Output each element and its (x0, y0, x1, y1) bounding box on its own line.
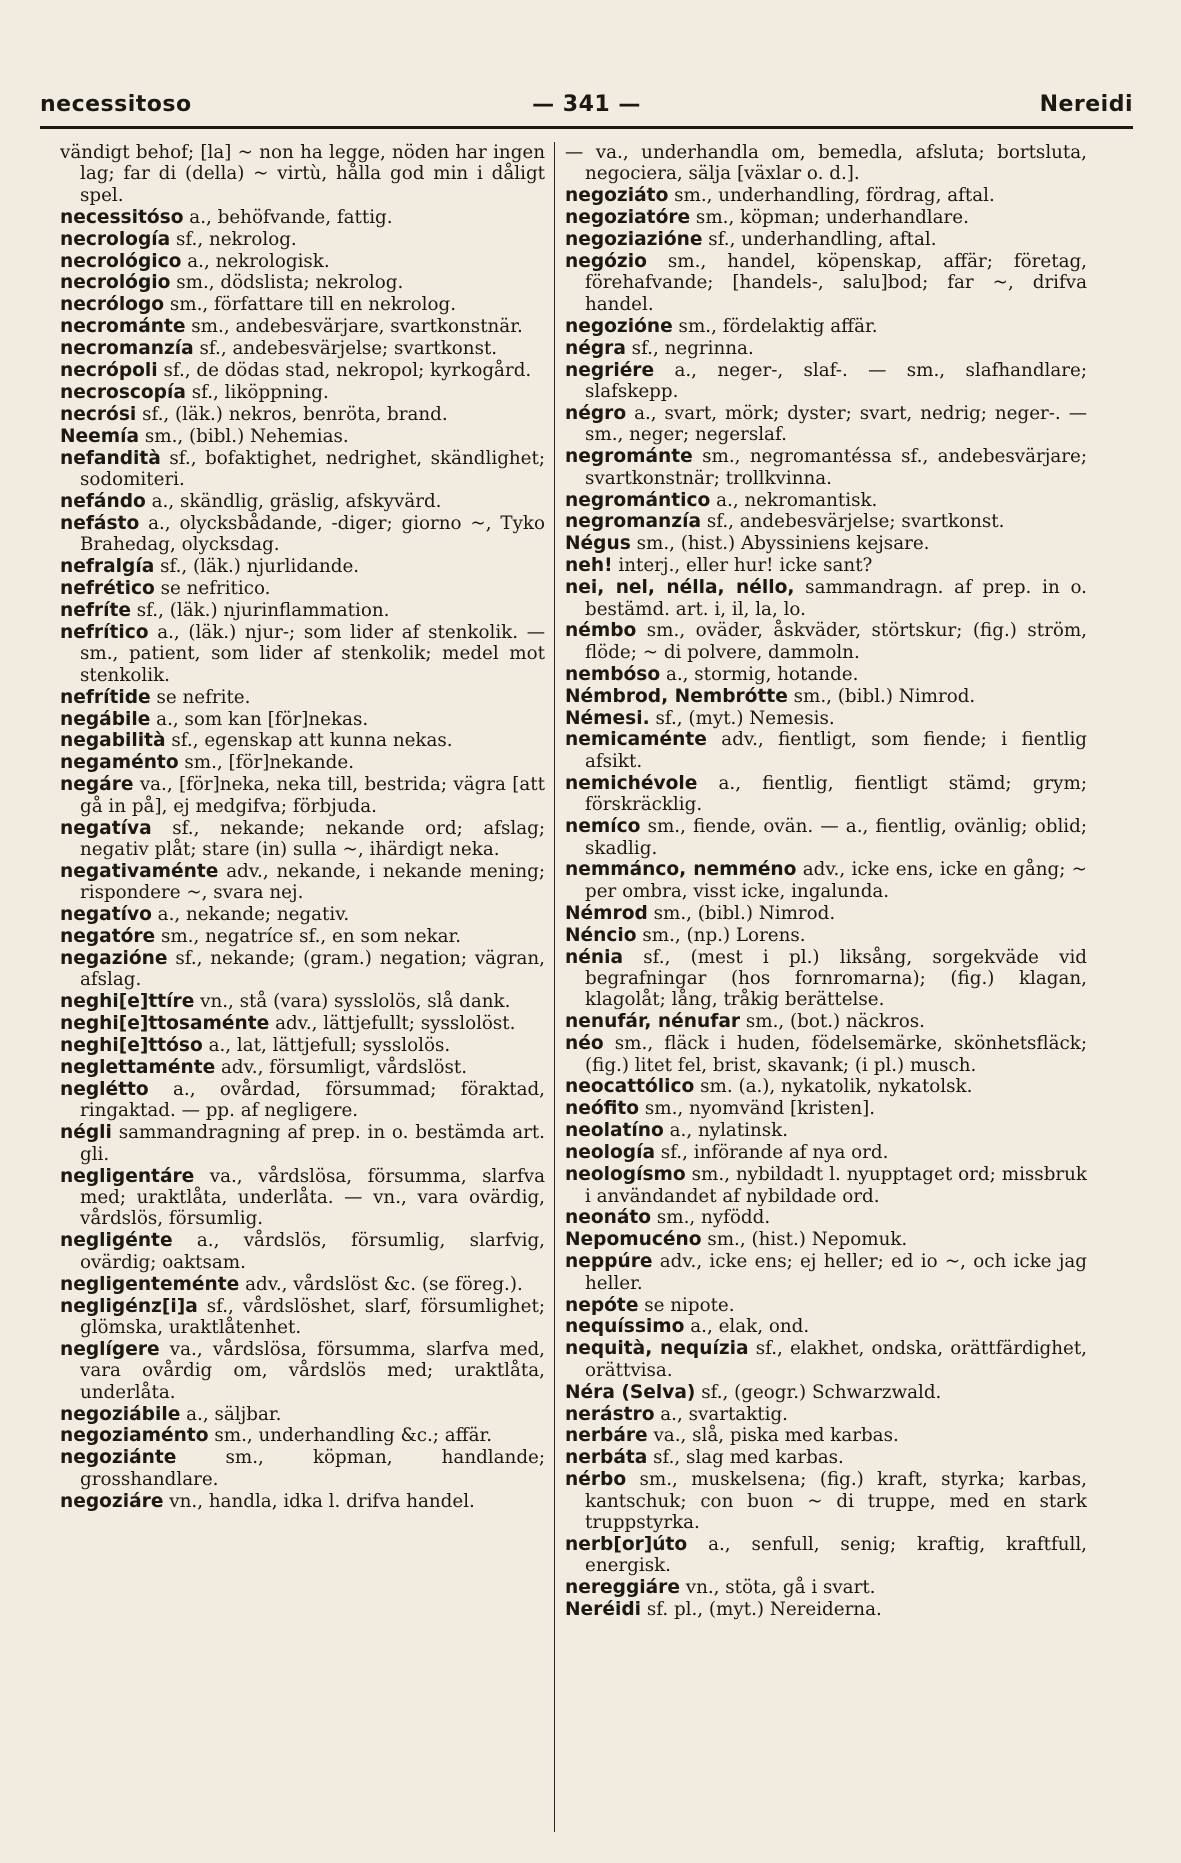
entry-headword: neófito (565, 1098, 640, 1120)
entry-definition: a., nekande; negativ. (151, 904, 350, 926)
entry-definition: sf., (mest i pl.) liksång, sorgekväde vid begrafningar (hos fornromarna); (fig.) klagan, klagolåt; lång, tråkig berättelse. (585, 946, 1087, 1011)
entry-definition: va., vårdslösa, försumma, slarfva med; uraktlåta, underlåta. — vn., vara ovärdig, vårdslös, försumlig. (80, 1165, 545, 1230)
entry-definition: vändigt behof; [la] ~ non ha legge, nöden har ingen lag; far di (della) ~ virtù, hålla god min i dåligt spel. (60, 142, 545, 206)
header-rule (40, 126, 1133, 129)
entry-definition: sm., (bibl.) Nimrod. (787, 685, 976, 707)
entry-definition: a., (läk.) njur-; som lider af stenkolik. — sm., patient, som lider af stenkolik; medel mot stenkolik. (80, 621, 545, 686)
entry-headword: negriére (565, 359, 655, 381)
entry-definition: a., stormig, hotande. (660, 663, 859, 685)
entry-headword: nefrítide (60, 686, 151, 708)
entry-definition: sf., bofaktighet, nedrighet, skändlighet; sodomiteri. (80, 447, 545, 491)
entry-definition: a., nekromantisk. (710, 489, 878, 511)
entry-definition: sm., underhandling &c.; affär. (208, 1425, 493, 1447)
dictionary-entry (565, 1076, 1087, 1097)
dictionary-entry (565, 1011, 1087, 1032)
dictionary-entry (565, 925, 1087, 946)
entry-definition: se nipote. (638, 1294, 735, 1316)
entry-headword: necrológio (60, 272, 171, 294)
entry-headword: Négus (565, 533, 631, 555)
entry-definition: sf., elakhet, ondska, orättfärdighet, orättvisa. (585, 1338, 1087, 1381)
entry-definition: adv., fientligt, som fiende; i fientlig afsikt. (585, 729, 1087, 772)
entry-definition: sammandragning af prep. in o. bestämda art. gli. (80, 1122, 545, 1165)
dictionary-entry (565, 1142, 1087, 1163)
entry-headword: nequità, nequízia (565, 1338, 749, 1360)
dictionary-entry (60, 1079, 545, 1122)
dictionary-entry (565, 1577, 1087, 1598)
entry-headword: neglettaménte (60, 1057, 216, 1079)
entry-headword: Némesi. (565, 707, 650, 729)
entry-headword: negózio (565, 251, 647, 273)
entry-headword: negligénz[i]a (60, 1295, 198, 1317)
entry-definition: sm. (a.), nykatolik, nykatolsk. (694, 1076, 973, 1098)
entry-definition: a., skändlig, gräslig, afskyvärd. (145, 491, 442, 512)
entry-definition: sf., (läk.) njurinflammation. (130, 600, 390, 622)
entry-headword: nerb[or]úto (565, 1534, 688, 1555)
entry-definition: sf., liköppning. (185, 381, 329, 403)
entry-headword: neghi[e]ttíre (60, 991, 195, 1013)
dictionary-entry (565, 1316, 1087, 1337)
dictionary-entry (565, 207, 1087, 228)
entry-definition: adv., icke ens; ej heller; ed io ~, och icke jag heller. (585, 1251, 1087, 1294)
dictionary-entry (60, 1122, 545, 1165)
entry-definition: va., slå, piska med karbas. (647, 1425, 899, 1447)
dictionary-entry (60, 229, 545, 250)
entry-headword: negoziáre (60, 1490, 164, 1512)
dictionary-entry (60, 360, 545, 381)
entry-headword: nei, nel, nélla, néllo, (565, 577, 795, 599)
entry-definition: sm., muskelsena; (fig.) kraft, styrka; karbas, kantschuk; con buon ~ di truppe, med en stark truppstyrka. (585, 1469, 1087, 1534)
dictionary-entry (565, 403, 1087, 446)
entry-headword: nepóte (565, 1294, 639, 1316)
dictionary-entry (565, 360, 1087, 403)
entry-headword: néo (565, 1033, 604, 1055)
entry-headword: nereggiáre (565, 1577, 680, 1599)
entry-definition: sm., underhandling, fördrag, aftal. (668, 185, 995, 207)
entry-definition: a., ovårdad, försummad; föraktad, ringaktad. — pp. af negligere. (80, 1078, 545, 1122)
entry-headword: negoziatóre (565, 207, 691, 229)
entry-headword: négra (565, 337, 626, 359)
dictionary-entry (60, 926, 545, 947)
dictionary-entry (565, 555, 1087, 576)
entry-headword: nérbo (565, 1469, 627, 1491)
entry-definition: sm., negatríce sf., en som nekar. (155, 926, 462, 948)
dictionary-entry (60, 491, 545, 512)
entry-definition: sf., underhandling, aftal. (702, 229, 937, 251)
dictionary-entry (60, 1035, 545, 1056)
entry-headword: nefandità (60, 447, 161, 469)
entry-definition: sm., dödslista; nekrolog. (170, 272, 404, 294)
entry-headword: Néra (Selva) (565, 1381, 696, 1403)
dictionary-entry (565, 577, 1087, 620)
column-divider (554, 142, 555, 1832)
entry-headword: negoziáto (565, 185, 669, 207)
dictionary-entry (565, 1120, 1087, 1141)
entry-headword: negromántico (565, 489, 711, 511)
dictionary-entry (60, 426, 545, 447)
entry-definition: sf., negrinna. (625, 337, 754, 359)
dictionary-entry (565, 446, 1087, 489)
dictionary-entry (60, 1274, 545, 1295)
entry-definition: sf., andebesvärjelse; svartkonst. (193, 338, 498, 360)
entry-headword: negábile (60, 708, 151, 730)
entry-headword: Neemía (60, 425, 140, 447)
dictionary-entry (565, 1338, 1087, 1381)
dictionary-entry (60, 1230, 545, 1273)
entry-headword: neocattólico (565, 1076, 695, 1098)
entry-headword: neppúre (565, 1251, 653, 1273)
entry-headword: nemmánco, nemméno (565, 859, 797, 881)
entry-definition: vn., stå (vara) sysslolös, slå dank. (194, 991, 511, 1013)
dictionary-entry (565, 142, 1087, 185)
entry-headword: negoziazióne (565, 229, 703, 251)
dictionary-entry (60, 622, 545, 686)
entry-definition: a., säljbar. (180, 1403, 282, 1425)
entry-headword: nembóso (565, 663, 661, 685)
entry-definition: sf., (geogr.) Schwarzwald. (695, 1381, 942, 1403)
entry-headword: neghi[e]ttóso (60, 1035, 203, 1057)
entry-headword: nefralgía (60, 556, 155, 578)
dictionary-entry (565, 773, 1087, 816)
dictionary-entry (565, 947, 1087, 1011)
dictionary-entry (565, 708, 1087, 729)
dictionary-entry (60, 1491, 545, 1512)
dictionary-entry (565, 1229, 1087, 1250)
entry-headword: negligentáre (60, 1165, 195, 1187)
entry-definition: a., svartaktig. (654, 1403, 788, 1425)
dictionary-entry (60, 709, 545, 730)
dictionary-entry (565, 1599, 1087, 1620)
entry-headword: necroscopía (60, 381, 186, 403)
entry-definition: se nefritico. (154, 578, 271, 600)
entry-headword: Neréidi (565, 1599, 642, 1621)
entry-headword: neologísmo (565, 1164, 686, 1186)
entry-definition: sm., (hist.) Abyssiniens kejsare. (630, 533, 930, 555)
dictionary-entry (565, 229, 1087, 250)
dictionary-entry (60, 294, 545, 315)
entry-definition: sm., nyfödd. (651, 1207, 771, 1229)
dictionary-entry (565, 1404, 1087, 1425)
entry-headword: negatívo (60, 904, 152, 926)
dictionary-entry (60, 142, 545, 206)
dictionary-entry (60, 382, 545, 403)
dictionary-entry (60, 752, 545, 773)
entry-definition: a., svart, mörk; dyster; svart, nedrig; neger-. — sm., neger; negerslaf. (585, 402, 1087, 446)
dictionary-entry (60, 861, 545, 904)
entry-definition: sm., andebesvärjare, svartkonstnär. (185, 316, 523, 338)
entry-headword: nequíssimo (565, 1316, 685, 1338)
entry-headword: negozióne (565, 315, 673, 337)
dictionary-entry (565, 729, 1087, 772)
entry-definition: vn., stöta, gå i svart. (679, 1577, 876, 1599)
entry-definition: a., olycksbådande, -diger; giorno ~, Tyko Brahedag, olycksdag. (80, 512, 545, 556)
entry-definition: a., behöfvande, fattig. (183, 206, 393, 228)
dictionary-entry (565, 1164, 1087, 1207)
dictionary-entry (565, 185, 1087, 206)
dictionary-entry (565, 1251, 1087, 1294)
entry-definition: sf. pl., (myt.) Nereiderna. (641, 1599, 882, 1621)
entry-headword: necrománte (60, 316, 186, 338)
entry-definition: vn., handla, idka l. drifva handel. (163, 1490, 475, 1512)
dictionary-entry (565, 1469, 1087, 1533)
entry-headword: nemicaménte (565, 729, 707, 751)
entry-definition: sammandragn. af prep. in o. bestämd. art. i, il, la, lo. (585, 577, 1087, 620)
dictionary-entry (60, 404, 545, 425)
entry-definition: sm., negromantéssa sf., andebesvärjare; svartkonstnär; trollkvinna. (585, 446, 1087, 489)
entry-headword: necrósi (60, 403, 137, 425)
entry-headword: neglétto (60, 1078, 149, 1100)
dictionary-entry (565, 686, 1087, 707)
dictionary-entry (60, 730, 545, 751)
dictionary-entry (60, 687, 545, 708)
entry-headword: negligenteménte (60, 1273, 240, 1295)
dictionary-entry (60, 1404, 545, 1425)
dictionary-entry (565, 251, 1087, 315)
entry-definition: sf., nekande; nekande ord; afslag; negativ plåt; stare (in) sulla ~, ihärdigt neka. (80, 817, 545, 860)
dictionary-entry (60, 448, 545, 491)
dictionary-entry (565, 1447, 1087, 1468)
entry-headword: némbo (565, 620, 637, 642)
dictionary-entry (60, 207, 545, 228)
entry-headword: negativaménte (60, 860, 219, 882)
entry-headword: necrópoli (60, 360, 158, 382)
dictionary-entry (565, 1033, 1087, 1076)
entry-headword: necessitóso (60, 206, 184, 228)
dictionary-entry (565, 1295, 1087, 1316)
entry-definition: sf., slag med karbas. (647, 1447, 844, 1469)
entry-headword: negoziánte (60, 1447, 177, 1469)
entry-definition: sm., [för]nekande. (178, 752, 355, 774)
entry-headword: negáre (60, 774, 134, 796)
dictionary-entry (565, 316, 1087, 337)
entry-headword: nefásto (60, 512, 140, 534)
entry-definition: sf., införande af nya ord. (655, 1142, 889, 1164)
entry-definition: sm., fläck i huden, födelsemärke, skönhetsfläck; (fig.) litet fel, brist, skavank; (i pl.) musch. (585, 1033, 1087, 1076)
dictionary-entry (565, 664, 1087, 685)
entry-definition: a., nekrologisk. (181, 250, 330, 272)
entry-headword: necrológico (60, 250, 182, 272)
entry-definition: adv., försumligt, vårdslöst. (215, 1057, 467, 1079)
entry-headword: nefándo (60, 491, 146, 512)
entry-headword: nerástro (565, 1403, 655, 1425)
entry-definition: a., senfull, senig; kraftig, kraftfull, energisk. (585, 1534, 1087, 1577)
dictionary-entry (60, 1013, 545, 1034)
entry-definition: sf., andebesvärjelse; svartkonst. (701, 511, 1005, 533)
entry-definition: interj., eller hur! icke sant? (612, 555, 873, 577)
entry-definition: sm., (np.) Lorens. (636, 924, 806, 946)
dictionary-entry (565, 1425, 1087, 1446)
dictionary-entry (60, 818, 545, 861)
dictionary-entry (60, 991, 545, 1012)
dictionary-entry (60, 1447, 545, 1490)
dictionary-entry (60, 1166, 545, 1230)
entry-headword: neología (565, 1142, 655, 1164)
right-column (565, 142, 1087, 1832)
entry-definition: sf., egenskap att kunna nekas. (165, 730, 453, 752)
entry-headword: negazióne (60, 948, 168, 970)
page-header (40, 88, 1133, 128)
header-right-guideword: Nereidi (1039, 92, 1133, 117)
entry-headword: neh! (565, 555, 613, 577)
entry-headword: negoziábile (60, 1403, 181, 1425)
entry-headword: necromanzía (60, 338, 194, 360)
entry-definition: sf., (läk.) nekros, benröta, brand. (136, 403, 448, 425)
entry-definition: adv., lättjefullt; sysslolöst. (269, 1013, 516, 1035)
entry-headword: Nepomucéno (565, 1229, 702, 1251)
header-left-guideword: necessitoso (40, 92, 192, 117)
entry-definition: sf., (läk.) njurlidande. (154, 556, 360, 578)
dictionary-entry (60, 513, 545, 556)
entry-headword: nenufár, nénufar (565, 1011, 741, 1033)
entry-definition: adv., nekande, i nekande mening; rispondere ~, svara nej. (80, 860, 545, 904)
dictionary-entry (565, 620, 1087, 663)
entry-headword: nénia (565, 946, 624, 968)
entry-headword: neglígere (60, 1338, 160, 1360)
entry-headword: nerbáre (565, 1425, 648, 1447)
entry-headword: négro (565, 402, 627, 424)
entry-headword: negabilità (60, 730, 166, 752)
entry-definition: a., fientlig, fientligt stämd; grym; förskräcklig. (585, 772, 1087, 816)
entry-definition: adv., icke ens, icke en gång; ~ per ombra, visst icke, ingalunda. (585, 859, 1087, 902)
entry-headword: negligénte (60, 1230, 173, 1252)
entry-headword: neolatíno (565, 1120, 664, 1142)
entry-headword: necrología (60, 228, 171, 250)
dictionary-entry (565, 338, 1087, 359)
entry-definition: va., [för]neka, neka till, bestrida; vägra [att gå in på], ej medgifva; förbjuda. (80, 774, 545, 817)
entry-headword: nefríte (60, 600, 131, 622)
dictionary-entry (60, 1057, 545, 1078)
dictionary-entry (565, 511, 1087, 532)
entry-definition: sm., oväder, åskväder, störtskur; (fig.) ström, flöde; ~ di polvere, dammoln. (585, 620, 1087, 663)
entry-headword: nefrético (60, 578, 155, 600)
entry-definition: a., lat, lättjefull; sysslolös. (202, 1035, 451, 1057)
entry-definition: adv., vårdslöst &c. (se föreg.). (239, 1273, 523, 1295)
entry-headword: nemíco (565, 816, 641, 838)
entry-headword: neghi[e]ttosaménte (60, 1013, 270, 1035)
entry-definition: sm., nybildadt l. nyupptaget ord; missbruk i användandet af nybildade ord. (585, 1164, 1087, 1207)
dictionary-entry (60, 251, 545, 272)
left-column (60, 142, 545, 1832)
entry-headword: nerbáta (565, 1447, 648, 1469)
entry-definition: sm., köpman, handlande; grosshandlare. (80, 1447, 545, 1490)
dictionary-entry (60, 904, 545, 925)
dictionary-entry (565, 1534, 1087, 1577)
dictionary-entry (60, 1425, 545, 1446)
entry-definition: sm., handel, köpenskap, affär; företag, förehafvande; [handels-, salu]bod; far ~, drifva handel. (585, 251, 1087, 315)
entry-definition: a., nylatinsk. (663, 1120, 789, 1142)
entry-definition: sm., (bot.) näckros. (740, 1011, 925, 1033)
dictionary-entry (565, 1098, 1087, 1119)
entry-definition: va., vårdslösa, försumma, slarfva med, vara ovårdig om, vårdslös med; uraktlåta, underlåta. (80, 1338, 545, 1403)
dictionary-entry (565, 490, 1087, 511)
entry-definition: sf., (myt.) Nemesis. (649, 707, 835, 729)
entry-definition: se nefrite. (150, 686, 251, 708)
entry-headword: negrománte (565, 446, 693, 468)
dictionary-entry (60, 556, 545, 577)
dictionary-entry (565, 903, 1087, 924)
dictionary-entry (60, 272, 545, 293)
entry-definition: sf., nekrolog. (170, 228, 297, 250)
dictionary-entry (60, 578, 545, 599)
dictionary-entry (565, 533, 1087, 554)
entry-definition: — va., underhandla om, bemedla, afsluta; bortsluta, negociera, sälja [växlar o. d.]. (565, 142, 1087, 185)
dictionary-entry (60, 1339, 545, 1403)
dictionary-entry (60, 316, 545, 337)
entry-headword: negoziaménto (60, 1425, 209, 1447)
entry-headword: negatíva (60, 817, 152, 839)
entry-definition: sf., vårdslöshet, slarf, försumlighet; glömska, uraktlåtenhet. (80, 1295, 545, 1338)
dictionary-entry (60, 774, 545, 817)
entry-definition: a., neger-, slaf-. — sm., slafhandlare; slafskepp. (585, 359, 1087, 402)
dictionary-entry (60, 1296, 545, 1339)
entry-definition: sm., fiende, ovän. — a., fientlig, ovänlig; oblid; skadlig. (585, 816, 1087, 859)
entry-headword: neonáto (565, 1207, 652, 1229)
entry-definition: a., elak, ond. (684, 1316, 810, 1338)
page-number: — 341 — (532, 92, 641, 117)
entry-definition: sm., (bibl.) Nimrod. (647, 902, 836, 924)
dictionary-entry (565, 1207, 1087, 1228)
entry-headword: Némrod (565, 902, 648, 924)
entry-headword: Néncio (565, 924, 637, 946)
dictionary-entry (565, 816, 1087, 859)
entry-headword: Némbrod, Nembrótte (565, 685, 788, 707)
entry-definition: sf., nekande; (gram.) negation; vägran, afslag. (80, 948, 545, 991)
entry-headword: necrólogo (60, 294, 165, 316)
entry-definition: sm., köpman; underhandlare. (690, 207, 969, 229)
entry-definition: sm., författare till en nekrolog. (164, 294, 457, 316)
entry-definition: a., vårdslös, försumlig, slarfvig, ovärdig; oaktsam. (80, 1230, 545, 1273)
entry-headword: negromanzía (565, 511, 702, 533)
entry-definition: sf., de dödas stad, nekropol; kyrkogård. (157, 360, 532, 382)
entry-definition: sm., nyomvänd [kristen]. (639, 1098, 876, 1120)
entry-headword: negaménto (60, 752, 179, 774)
entry-headword: nefrítico (60, 621, 149, 643)
entry-headword: négli (60, 1122, 112, 1144)
dictionary-entry (60, 600, 545, 621)
entry-definition: sm., (bibl.) Nehemias. (139, 425, 349, 447)
dictionary-entry (60, 338, 545, 359)
entry-headword: nemichévole (565, 772, 698, 794)
dictionary-entry (60, 948, 545, 991)
entry-headword: negatóre (60, 926, 156, 948)
entry-definition: sm., (hist.) Nepomuk. (701, 1229, 908, 1251)
dictionary-entry (565, 859, 1087, 902)
entry-definition: a., som kan [för]nekas. (150, 708, 369, 730)
entry-definition: sm., fördelaktig affär. (672, 315, 878, 337)
dictionary-entry (565, 1382, 1087, 1403)
